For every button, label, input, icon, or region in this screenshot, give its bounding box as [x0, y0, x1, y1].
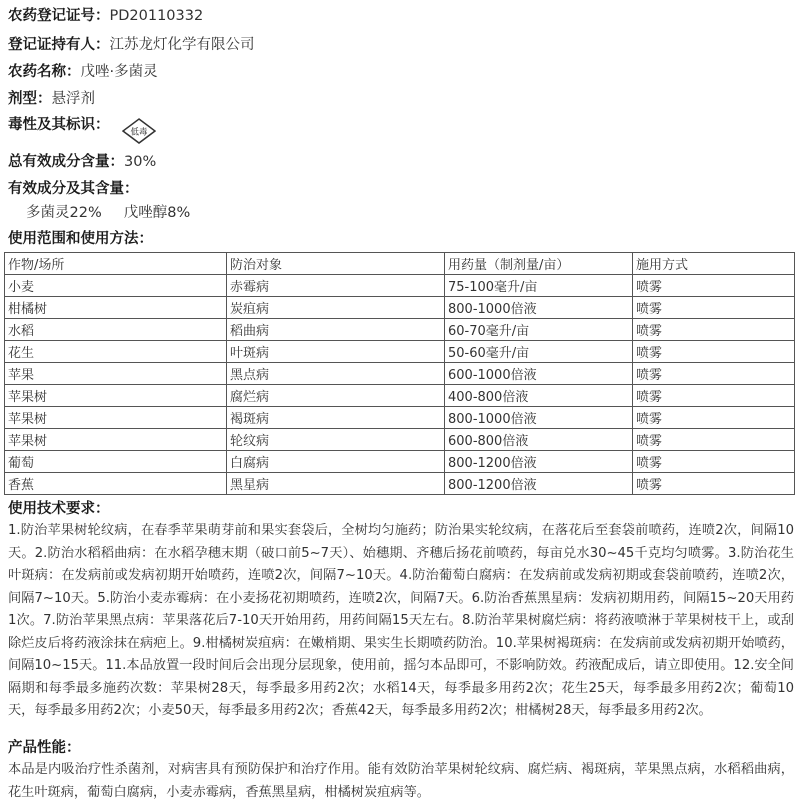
- table-row: [5, 451, 795, 473]
- toxicity-badge-text: 低毒: [130, 127, 148, 138]
- table-row: [5, 473, 795, 495]
- usage-table: [4, 252, 795, 495]
- cell-target: 黑点病: [227, 363, 445, 385]
- holder-label: 登记证持有人：: [8, 37, 110, 53]
- header-target: 防治对象: [227, 253, 445, 275]
- cell-method: 喷雾: [633, 473, 795, 495]
- ingredient-carbendazim: 多菌灵22%: [26, 205, 102, 221]
- usage-table-header: [5, 253, 795, 275]
- formulation-row: [8, 88, 95, 110]
- technical-heading: 使用技术要求：: [8, 501, 110, 517]
- cell-crop: 葡萄: [5, 451, 227, 473]
- ingredients-label: 有效成分及其含量：: [8, 181, 139, 197]
- registration-row: [8, 5, 203, 27]
- cell-crop: 柑橘树: [5, 297, 227, 319]
- usage-heading: 使用范围和使用方法：: [8, 231, 153, 247]
- ingredients-list: [26, 202, 190, 224]
- product-name-label: 农药名称：: [8, 64, 81, 80]
- cell-dosage: 800-1200倍液: [445, 473, 633, 495]
- registration-label: 农药登记证号：: [8, 8, 110, 24]
- performance-heading-row: [8, 737, 81, 759]
- cell-crop: 水稻: [5, 319, 227, 341]
- registration-number: PD20110332: [109, 8, 204, 24]
- cell-method: 喷雾: [633, 385, 795, 407]
- cell-crop: 小麦: [5, 275, 227, 297]
- formulation-label: 剂型：: [8, 91, 52, 107]
- cell-dosage: 800-1000倍液: [445, 297, 633, 319]
- holder-row: [8, 34, 255, 56]
- formulation-value: 悬浮剂: [51, 91, 95, 107]
- cell-method: 喷雾: [633, 429, 795, 451]
- toxicity-label: 毒性及其标识：: [8, 117, 110, 133]
- cell-dosage: 400-800倍液: [445, 385, 633, 407]
- table-row: [5, 429, 795, 451]
- table-row: [5, 341, 795, 363]
- cell-dosage: 600-800倍液: [445, 429, 633, 451]
- cell-crop: 苹果: [5, 363, 227, 385]
- cell-target: 白腐病: [227, 451, 445, 473]
- ingredients-row: [8, 178, 139, 200]
- cell-dosage: 800-1200倍液: [445, 451, 633, 473]
- cell-method: 喷雾: [633, 319, 795, 341]
- cell-dosage: 800-1000倍液: [445, 407, 633, 429]
- header-dosage: 用药量（制剂量/亩）: [445, 253, 633, 275]
- cell-crop: 苹果树: [5, 385, 227, 407]
- ingredient-tebuconazole: 戊唑醇8%: [123, 205, 191, 221]
- usage-heading-row: [8, 228, 153, 250]
- total-content-row: [8, 151, 156, 173]
- cell-target: 腐烂病: [227, 385, 445, 407]
- cell-dosage: 75-100毫升/亩: [445, 275, 633, 297]
- cell-target: 炭疽病: [227, 297, 445, 319]
- cell-crop: 苹果树: [5, 429, 227, 451]
- cell-crop: 苹果树: [5, 407, 227, 429]
- cell-target: 褐斑病: [227, 407, 445, 429]
- cell-method: 喷雾: [633, 407, 795, 429]
- cell-crop: 花生: [5, 341, 227, 363]
- cell-target: 叶斑病: [227, 341, 445, 363]
- cell-target: 赤霉病: [227, 275, 445, 297]
- technical-heading-row: [8, 498, 110, 520]
- cell-method: 喷雾: [633, 275, 795, 297]
- cell-crop: 香蕉: [5, 473, 227, 495]
- cell-method: 喷雾: [633, 363, 795, 385]
- table-row: [5, 319, 795, 341]
- toxicity-row: [8, 114, 110, 136]
- table-row: [5, 363, 795, 385]
- total-content-label: 总有效成分含量：: [8, 154, 124, 170]
- performance-text: 本品是内吸治疗性杀菌剂，对病害具有预防保护和治疗作用。能有效防治苹果树轮纹病、腐烂病、褐斑病，苹果黑点病，水稻稻曲病，花生叶斑病，葡萄白腐病，小麦赤霉病，香蕉黑星病，柑橘树炭疽病等。: [8, 762, 794, 800]
- performance-heading: 产品性能：: [8, 740, 81, 756]
- cell-target: 轮纹病: [227, 429, 445, 451]
- cell-target: 黑星病: [227, 473, 445, 495]
- cell-target: 稻曲病: [227, 319, 445, 341]
- table-row: [5, 297, 795, 319]
- cell-dosage: 50-60毫升/亩: [445, 341, 633, 363]
- header-method: 施用方式: [633, 253, 795, 275]
- total-content-value: 30%: [124, 154, 157, 170]
- table-row: [5, 275, 795, 297]
- cell-method: 喷雾: [633, 341, 795, 363]
- cell-dosage: 60-70毫升/亩: [445, 319, 633, 341]
- cell-method: 喷雾: [633, 297, 795, 319]
- technical-requirements-text: 1.防治苹果树轮纹病，在春季苹果萌芽前和果实套袋后，全树均匀施药；防治果实轮纹病，在落花后至套袋前喷药，连喷2次，间隔10天。2.防治水稻稻曲病：在水稻孕穗末期（破口前5~7天）、始穗期、齐穗后扬花前喷药，每亩兑水30~45千克均匀喷雾。3.防治花生叶斑病：在发病前或发病初期开始喷药，连喷2次，间隔7~10天。4.防治葡萄白腐病：在发病前或发病初期或套袋前喷药，连喷2次，间隔7~10天。5.防治小麦赤霉病：在小麦扬花初期喷药，连喷2次，间隔7天。6.防治香蕉黑星病：发病初期用药，间隔15~20天用药1次。7.防治苹果黑点病：苹果落花后7-10天开始用药，用药间隔15天左右。8.防治苹果树腐烂病：将药液喷淋于苹果树枝干上，或刮除烂皮后将药液涂抹在病疤上。9.柑橘树炭疽病：在嫩梢期、果实生长期喷药防治。10.苹果树褐斑病：在发病前或发病初期开始喷药，间隔10~15天。11.本品放置一段时间后会出现分层现象，使用前，摇匀本品即可，不影响防效。药液配成后，请立即使用。12.安全间隔期和每季最多施药次数：苹果树28天，每季最多用药2次；水稻14天，每季最多用药2次；花生25天，每季最多用药2次；葡萄10天，每季最多用药2次；小麦50天，每季最多用药2次；香蕉42天，每季最多用药2次；柑橘树28天，每季最多用药2次。: [8, 523, 794, 718]
- header-crop: 作物/场所: [5, 253, 227, 275]
- cell-method: 喷雾: [633, 451, 795, 473]
- holder-value: 江苏龙灯化学有限公司: [109, 37, 255, 53]
- cell-dosage: 600-1000倍液: [445, 363, 633, 385]
- table-row: [5, 407, 795, 429]
- table-row: [5, 385, 795, 407]
- product-name-row: [8, 61, 158, 83]
- product-name-value: 戊唑·多菌灵: [80, 64, 158, 80]
- low-toxicity-icon: [122, 118, 156, 144]
